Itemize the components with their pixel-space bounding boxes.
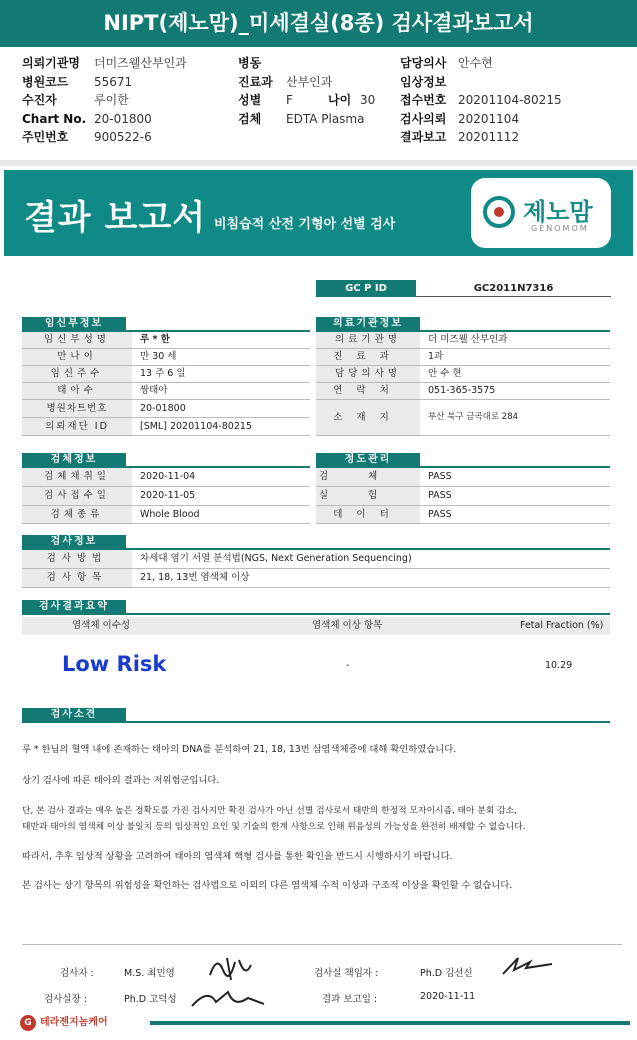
label: 접수번호 [400,93,447,107]
label: 의뢰기관명 [22,56,80,70]
table-row [316,366,610,383]
table-row [22,487,310,506]
age-label: 나이 [328,93,352,107]
finding-text: 루 * 한님의 혈액 내에 존재하는 태아의 DNA를 분석하여 21, 18, 13번 삼염색체증에 대해 확인하였습니다. [22,744,457,755]
table-row [316,468,610,487]
gcp-id-value: GC2011N7316 [416,280,611,297]
table-row [22,332,310,349]
divider [22,944,622,945]
value: 20201112 [458,130,520,144]
col-header: 염색체 이수성 [72,620,131,631]
terragen-logo [20,1013,108,1031]
company-name: 테라젠지놈케어 [40,1017,108,1028]
report-date-label: 결과 보고일 : [322,994,378,1005]
label: Chart No. [22,111,87,126]
bottom-bar [150,1021,630,1025]
row-value: 만 30 세 [140,351,177,362]
row-label: 검체 [316,468,420,486]
table-row [22,550,610,569]
age-value: 30 [360,93,376,107]
table-row [22,366,310,383]
report-title: NIPT(제노맘)_미세결실(8종) 검사결과보고서 [103,11,534,35]
row-value: 더 미즈웰 산부인과 [428,334,508,345]
label: 주민번호 [22,130,69,144]
row-label: 태아수 [22,383,132,399]
lab-head-name: Ph.D 김선신 [420,968,473,979]
row-label: 임신주수 [22,366,132,382]
row-value: [SML] 20201104-80215 [140,421,252,432]
value: 루이한 [94,93,129,107]
col-header: 염색체 이상 항목 [312,620,383,631]
row-label: 담당의사명 [316,366,420,382]
value: 20201104 [458,111,520,126]
label: 진료과 [238,74,273,89]
label: 임상정보 [400,74,447,89]
label: 검체 [238,111,262,126]
row-value: 21, 18, 13번 염색체 이상 [140,572,250,583]
value: 더미즈웰산부인과 [94,56,187,70]
row-label: 검사접수일 [22,487,132,505]
table-row [316,332,610,349]
logo-icon [483,196,515,228]
value: F [286,93,293,107]
value: EDTA Plasma [286,111,365,126]
lab-head-label: 검사실 책임자 : [314,968,379,979]
table-row [22,349,310,366]
row-label: 연락처 [316,383,420,399]
logo-name: 제노맘 [523,198,593,226]
row-value: 051-365-3575 [428,385,496,396]
row-value: 1과 [428,351,444,362]
label: 담당의사 [400,56,447,70]
divider [0,160,637,166]
row-label: 실험 [316,487,420,505]
banner-title: 결과 보고서 [24,198,207,238]
table-row [316,383,610,400]
row-label: 만나이 [22,349,132,365]
finding-text: 상기 검사에 따른 태아의 결과는 저위험군입니다. [22,775,220,786]
row-label: 의료기관명 [316,332,420,348]
section-test: 검사정보 [22,535,126,549]
label: 결과보고 [400,130,447,144]
table-row [316,400,610,436]
row-value: 2020-11-04 [140,471,196,482]
table-row [316,487,610,506]
value: 안수현 [458,56,493,70]
label: 병원코드 [22,74,69,89]
risk-result: Low Risk [62,652,167,676]
row-value: 루 * 한 [140,334,170,345]
row-value: PASS [428,509,452,520]
header-col-2 [238,54,375,128]
fetal-fraction: 10.29 [545,660,573,671]
table-row [22,418,310,436]
table-row [316,506,610,524]
summary-header [22,617,610,635]
section-line [22,613,610,615]
value: 900522-6 [94,130,152,144]
finding-text: 따라서, 추후 임상적 상황을 고려하여 태아의 염색체 핵형 검사를 통한 확인을 반드시 시행하시기 바랍니다. [22,851,453,862]
label: 검사의뢰 [400,111,447,126]
row-value: Whole Blood [140,509,200,520]
table-row [22,569,610,588]
report-date: 2020-11-11 [420,991,476,1002]
row-label: 검체종류 [22,506,132,523]
label: 성별 [238,93,262,107]
row-label: 소재지 [316,400,420,435]
section-qc: 정도관리 [316,453,420,467]
row-value: 차세대 염기 서열 분석법(NGS, Next Generation Sequencing) [140,553,412,564]
row-label: 병원차트번호 [22,400,132,417]
chief-label: 검사실장 : [44,994,87,1005]
report-banner [4,170,633,256]
finding-text: 태반과 태아의 염색체 이상 불일치 등의 임상적인 요인 및 기술의 한계 사항으로 인해 위음성의 가능성을 완전히 배제할 수 없습니다. [22,822,526,832]
header-info [22,54,622,154]
finding-text: 단, 본 검사 결과는 매우 높은 정확도를 가진 검사지만 확진 검사가 아닌 선별 검사로서 태반의 한정적 모자이시즘, 태아 분회 감소, [22,806,517,816]
section-line [22,721,610,723]
col-header: Fetal Fraction (%) [520,620,604,631]
value: 20201104-80215 [458,93,562,107]
tester-signature [205,950,255,985]
table-row [22,383,310,400]
row-value: 안 수 현 [428,368,462,379]
value: 55671 [94,74,133,89]
row-label: 의뢰재단 ID [22,418,132,435]
genomom-logo [471,178,611,248]
header-col-3 [400,54,562,147]
section-institution: 의료기관정보 [316,317,420,331]
section-patient: 임신부정보 [22,317,126,331]
gcp-id-label: GC P ID [316,280,416,297]
row-label: 임신부성명 [22,332,132,348]
row-label: 검체채취일 [22,468,132,486]
row-value: PASS [428,471,452,482]
label: 병동 [238,56,262,70]
section-summary: 검사결과요약 [22,600,126,614]
row-value: 쌍태아 [140,385,168,396]
value: 산부인과 [286,74,333,89]
label: 수진자 [22,93,57,107]
report-title-bar [0,0,637,47]
row-label: 데이터 [316,506,420,523]
chief-name: Ph.D 고덕성 [124,994,177,1005]
header-col-1 [22,54,187,147]
table-row [316,349,610,366]
finding-text: 본 검사는 상기 항목의 위험성을 확인하는 검사법으로 이외의 다른 염색체 수적 이상과 구조적 이상을 확인할 수 없습니다. [22,880,513,891]
tester-label: 검사자 : [60,968,94,979]
row-value: 13 주 6 일 [140,368,186,379]
chief-signature [188,984,268,1014]
logo-sub: GENOMOM [531,224,589,233]
section-findings: 검사소견 [22,708,126,722]
row-label: 검사항목 [22,569,132,587]
row-value: 부산 북구 금곡대로 284 [428,412,519,422]
table-row [22,468,310,487]
row-label: 진료과 [316,349,420,365]
lab-head-signature [500,952,555,980]
row-value: 2020-11-05 [140,490,196,501]
section-specimen: 검체정보 [22,453,126,467]
row-value: PASS [428,490,452,501]
value: 20-01800 [94,111,152,126]
row-label: 검사방법 [22,550,132,568]
abnormal-item: - [346,660,350,671]
tester-name: M.S. 최민영 [124,968,175,979]
terragen-icon: G [20,1015,36,1031]
banner-subtitle: 비침습적 산전 기형아 선별 검사 [214,217,396,232]
table-row [22,400,310,418]
row-value: 20-01800 [140,403,186,414]
table-row [22,506,310,524]
